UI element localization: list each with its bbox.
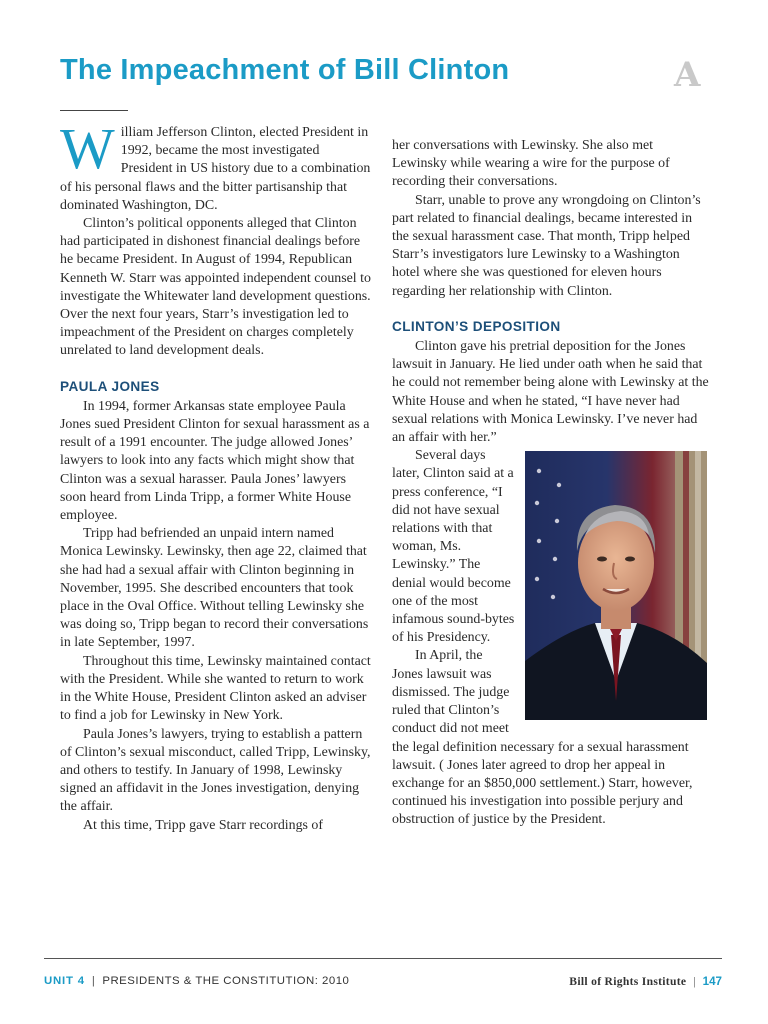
- paragraph: At this time, Tripp gave Starr recordings of: [83, 817, 323, 833]
- footer-separator: |: [91, 975, 96, 987]
- section-heading-paula-jones: PAULA JONES: [60, 378, 160, 394]
- footer-separator: |: [693, 975, 696, 988]
- paragraph: Clinton’s political opponents alleged that Clinton had participated in dishonest financial dealings before he became President. In August of 1994, Republican Kenneth W. Starr was appointed independent counsel to investigate the Whitewater land development questions. Over the next four years, Starr’s investigation led to impeachment of the President on charges completely unrelated to land development deals.: [60, 216, 371, 359]
- paragraph: Tripp had befriended an unpaid intern named Monica Lewinsky. Lewinsky, then age 22, claimed that she had had a sexual affair with Clinton beginning in November, 1995. She described encounters that took place in the Oval Office. Without telling Lewinsky she was doing so, Tripp began to record their conversations in late September, 1997.: [60, 526, 369, 651]
- right-column: [392, 137, 710, 830]
- paragraph: Starr, unable to prove any wrongdoing on Clinton’s part related to financial dealings, became interested in the sexual harassment case. That month, Tripp helped Starr’s investigators lure Lewinsky to a Washington hotel where she was questioned for eleven hours regarding her relationship with Clinton.: [392, 192, 701, 299]
- paragraph: her conversations with Lewinsky. She also met Lewinsky while wearing a wire for the purpose of recording their conversations.: [392, 138, 670, 190]
- paragraph: Several days later, Clinton said at a press conference, “I did not have sexual relations with that woman, Ms. Lewinsky.” The denial would become one of the most infamous sound-bytes of his Presidency.: [392, 448, 515, 646]
- drop-cap: W: [60, 116, 115, 181]
- paragraph: Paula Jones’s lawyers, trying to establish a pattern of Clinton’s sexual misconduct, called Tripp, Lewinsky, and others to testify. In January of 1998, Lewinsky signed an affidavit in the Jones investigation, denying the affair.: [60, 726, 371, 815]
- publisher-name: Bill of Rights Institute: [569, 975, 687, 988]
- section-heading-clintons-deposition: CLINTON’S DEPOSITION: [392, 318, 561, 334]
- paragraph: Clinton gave his pretrial deposition for the Jones lawsuit in January. He lied under oath when he said that he could not remember being alone with Lewinsky at the White House and when he stated, “I have never had sexual relations with Monica Lewinsky. I’ve never had an affair with her.”: [392, 339, 709, 446]
- intro-paragraph: [60, 116, 372, 215]
- title-rule: [60, 110, 128, 111]
- portrait-photo: [525, 451, 707, 720]
- paragraph: Throughout this time, Lewinsky maintained contact with the President. While she wanted to return to work in the White House, President Clinton asked an adviser to find a job for Lewinsky in New York.: [60, 653, 371, 724]
- page-title: The Impeachment of Bill Clinton: [60, 54, 510, 86]
- footer-publisher: [569, 975, 722, 988]
- section-letter: A: [674, 55, 701, 95]
- page-number: 147: [702, 975, 722, 988]
- paragraph: In 1994, former Arkansas state employee Paula Jones sued President Clinton for sexual harassment as a result of a 1991 encounter. The judge allowed Jones’ lawyers to look into any facts which might show that Clinton was a sexual harasser. Paula Jones’ lawyers soon heard from Linda Tripp, a former White House employee.: [60, 398, 370, 524]
- left-column: [60, 116, 372, 835]
- unit-title: PRESIDENTS & THE CONSTITUTION: 2010: [102, 975, 350, 987]
- unit-label: UNIT 4: [44, 975, 85, 987]
- paragraph: In April, the Jones lawsuit was dismissed. The judge ruled that Clinton’s conduct did not meet the legal definition necessary for a sexual harassment lawsuit. ( Jones later agreed to drop her appeal in exchange for an $850,000 settlement.) Starr, however, continued his investigation into possible perjury and obstruction of justice by the President.: [392, 648, 693, 828]
- intro-text: illiam Jefferson Clinton, elected President in 1992, became the most investigated President in US history due to a combination of his personal flaws and the bitter partisanship that dominated Washington, DC.: [60, 125, 371, 213]
- footer-rule: [44, 958, 722, 959]
- footer-unit: [44, 975, 349, 987]
